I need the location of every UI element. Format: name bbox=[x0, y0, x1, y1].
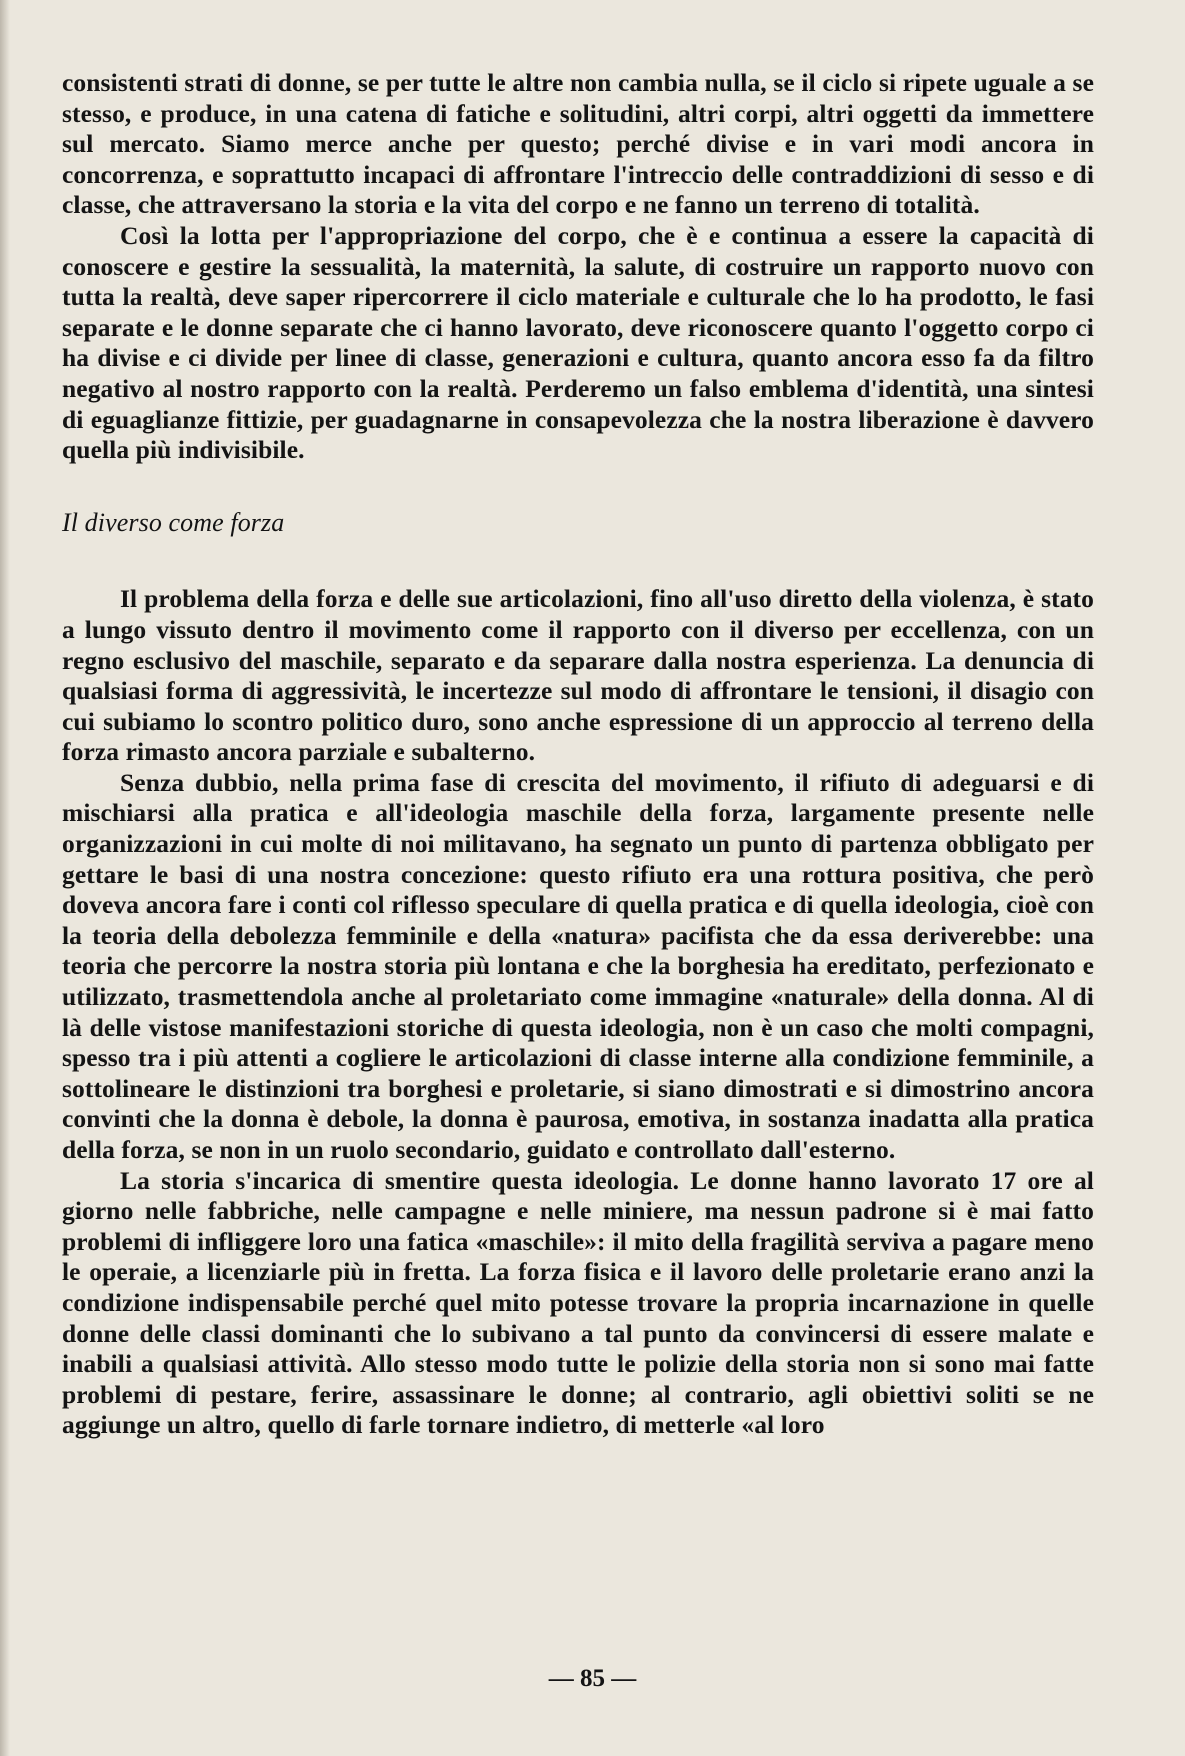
paragraph-1: consistenti strati di donne, se per tutte le altre non cambia nulla, se il ciclo si ripete uguale a se stesso, e produce, in una catena di fatiche e solitudini, altri corpi, altri oggetti da immettere sul mercato. Siamo merce anche per questo; perché divise e in vari modi ancora in concorrenza, e soprattutto incapaci di affrontare l'intreccio delle contraddizioni di sesso e di classe, che attraversano la storia e la vita del corpo e ne fanno un terreno di totalità. bbox=[62, 68, 1094, 220]
paragraph-4: Senza dubbio, nella prima fase di crescita del movimento, il rifiuto di adeguarsi e di mischiarsi alla pratica e all'ideologia maschile della forza, largamente presente nelle organizzazioni in cui molte di noi militavano, ha segnato un punto di partenza obbligato per gettare le basi di una nostra concezione: questo rifiuto era una rottura positiva, che però doveva ancora fare i conti col riflesso speculare di quella pratica e di quella ideologia, cioè con la teoria della debolezza femminile e della «natura» pacifista che da essa deriverebbe: una teoria che percorre la nostra storia più lontana e che la borghesia ha ereditato, perfezionato e utilizzato, trasmettendola anche al proletariato come immagine «naturale» della donna. Al di là delle vistose manifestazioni storiche di questa ideologia, non è un caso che molti compagni, spesso tra i più attenti a cogliere le articolazioni di classe interne alla condizione femminile, a sottolineare le distinzioni tra borghesi e proletarie, si siano dimostrati e si dimostrino ancora convinti che la donna è debole, la donna è paurosa, emotiva, in sostanza inadatta alla pratica della forza, se non in un ruolo secondario, guidato e controllato dall'esterno. bbox=[62, 767, 1094, 1164]
page-binding-shadow bbox=[0, 0, 10, 1756]
paragraph-5: La storia s'incarica di smentire questa ideologia. Le donne hanno lavorato 17 ore al giorno nelle fabbriche, nelle campagne e nelle miniere, ma nessun padrone si è mai fatto problemi di infliggere loro una fatica «maschile»: il mito della fragilità serviva a pagare meno le operaie, a licenziarle più in fretta. La forza fisica e il lavoro delle proletarie erano anzi la condizione indispensabile perché quel mito potesse trovare la propria incarnazione in quelle donne delle classi dominanti che lo subivano a tal punto da convincersi di essere malate e inabili a qualsiasi attività. Allo stesso modo tutte le polizie della storia non si sono mai fatte problemi di pestare, ferire, assassinare le donne; al contrario, agli obiettivi soliti se ne aggiunge un altro, quello di farle tornare indietro, di metterle «al loro bbox=[62, 1165, 1094, 1440]
body-text bbox=[62, 68, 1094, 1441]
paragraph-2: Così la lotta per l'appropriazione del corpo, che è e continua a essere la capacità di conoscere e gestire la sessualità, la maternità, la salute, di costruire un rapporto nuovo con tutta la realtà, deve saper ripercorrere il ciclo materiale e culturale che lo ha prodotto, le fasi separate e le donne separate che ci hanno lavorato, deve riconoscere quanto l'oggetto corpo ci ha divise e ci divide per linee di classe, generazioni e cultura, quanto ancora esso fa da filtro negativo al nostro rapporto con la realtà. Perderemo un falso emblema d'identità, una sintesi di eguaglianze fittizie, per guadagnarne in consapevolezza che la nostra liberazione è davvero quella più indivisibile. bbox=[62, 220, 1094, 465]
page-number: — 85 — bbox=[548, 1665, 637, 1692]
section-heading: Il diverso come forza bbox=[62, 507, 285, 537]
paragraph-3: Il problema della forza e delle sue articolazioni, fino all'uso diretto della violenza, è stato a lungo vissuto dentro il movimento come il rapporto con il diverso per eccellenza, con un regno esclusivo del maschile, separato e da separare dalla nostra esperienza. La denuncia di qualsiasi forma di aggressività, le incertezze sul modo di affrontare le tensioni, il disagio con cui subiamo lo scontro politico duro, sono anche espressione di un approccio al terreno della forza rimasto ancora parziale e subalterno. bbox=[62, 584, 1094, 767]
